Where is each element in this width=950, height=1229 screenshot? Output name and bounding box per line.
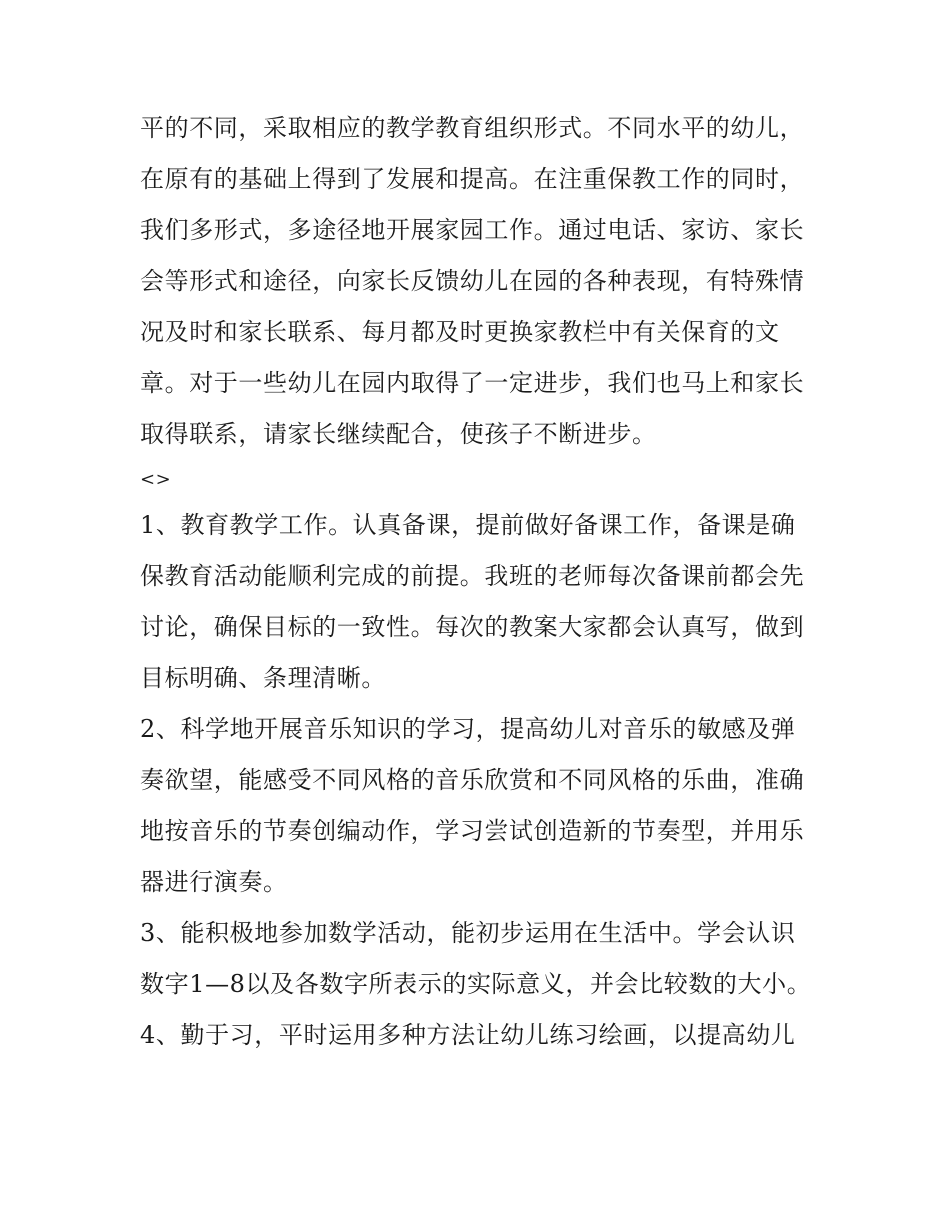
paragraph-item-4: 4、勤于习，平时运用多种方法让幼儿练习绘画，以提高幼儿 — [140, 1021, 796, 1049]
paragraph-home-school: 平的不同，采取相应的教学教育组织形式。不同水平的幼儿，在原有的基础上得到了发展和提高。在注重保教工作的同时，我们多形式，多途径地开展家园工作。通过电话、家访、家长会等形式和途径，向家长反馈幼儿在园的各种表现，有特殊情况及时和家长联系、每月都及时更换家教栏中有关保育的文章。对于一些幼儿在园内取得了一定进步，我们也马上和家长取得联系，请家长继续配合，使孩子不断进步。 — [140, 114, 805, 448]
section-marker: <> — [140, 469, 172, 490]
paragraph-item-3: 3、能积极地参加数学活动，能初步运用在生活中。学会认识数字1—8以及各数字所表示的实际意义，并会比较数的大小。 — [140, 919, 812, 998]
paragraph-item-1: 1、教育教学工作。认真备课，提前做好备课工作，备课是确保教育活动能顺利完成的前提。我班的老师每次备课前都会先讨论，确保目标的一致性。每次的教案大家都会认真写，做到目标明确、条理清晰。 — [140, 511, 805, 692]
document-body — [140, 103, 820, 1061]
paragraph-item-2: 2、科学地开展音乐知识的学习，提高幼儿对音乐的敏感及弹奏欲望，能感受不同风格的音乐欣赏和不同风格的乐曲，准确地按音乐的节奏创编动作，学习尝试创造新的节奏型，并用乐器进行演奏。 — [140, 715, 805, 896]
